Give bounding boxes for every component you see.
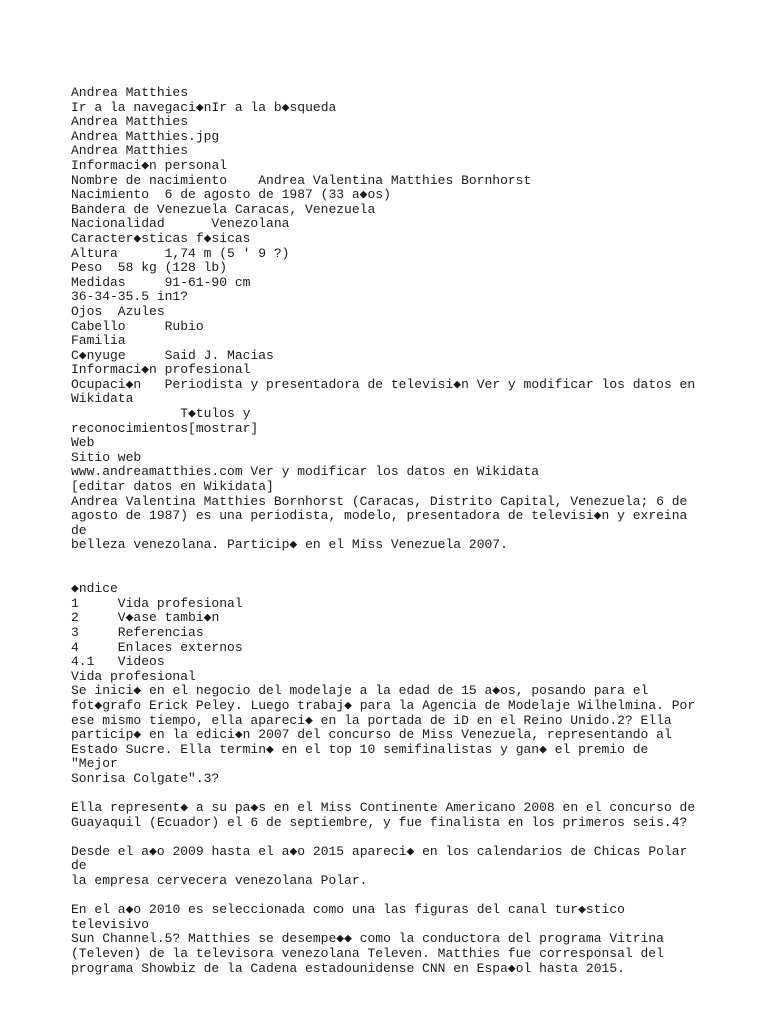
text-line: Informaci◆n personal bbox=[71, 157, 228, 173]
text-line: ◆ndice bbox=[71, 581, 118, 597]
text-line: Caracter◆sticas f◆sicas bbox=[71, 230, 251, 246]
text-line: Andrea Matthies bbox=[71, 143, 189, 159]
text-line: ese mismo tiempo, ella apareci◆ en la portada de iD en el Reino Unido.2? Ella bbox=[71, 712, 672, 728]
text-line: Sonrisa Colgate".3? bbox=[71, 770, 220, 786]
text-line: Sitio web bbox=[71, 449, 142, 465]
text-line: Vida profesional bbox=[71, 668, 196, 684]
text-line: Bandera de Venezuela Caracas, Venezuela bbox=[71, 201, 376, 217]
text-line: Nacimiento 6 de agosto de 1987 (33 a◆os) bbox=[71, 187, 391, 203]
text-line: Web bbox=[71, 435, 95, 451]
text-line: 3 Referencias bbox=[71, 624, 204, 640]
text-line: la empresa cervecera venezolana Polar. bbox=[71, 873, 368, 889]
text-line: Cabello Rubio bbox=[71, 318, 204, 334]
text-line: www.andreamatthies.com Ver y modificar los datos en Wikidata bbox=[71, 464, 540, 480]
text-line: particip◆ en la edici◆n 2007 del concurso de Miss Venezuela, representando al bbox=[71, 727, 672, 743]
text-line: (Televen) de la televisora venezolana Televen. Matthies fue corresponsal del bbox=[71, 946, 664, 962]
text-line: 2 V◆ase tambi◆n bbox=[71, 610, 220, 626]
text-line bbox=[71, 830, 701, 845]
document-page bbox=[71, 86, 701, 976]
text-line: Sun Channel.5? Matthies se desempe◆◆ como la conductora del programa Vitrina bbox=[71, 931, 664, 947]
text-line: programa Showbiz de la Cadena estadounidense CNN en Espa◆ol hasta 2015. bbox=[71, 960, 625, 976]
text-line: Andrea Matthies.jpg bbox=[71, 128, 220, 144]
text-line: Nacionalidad Venezolana bbox=[71, 216, 290, 232]
text-line: Ella represent◆ a su pa◆s en el Miss Continente Americano 2008 en el concurso de bbox=[71, 800, 696, 816]
text-line: Altura 1,74 m (5 ' 9 ?) bbox=[71, 245, 290, 261]
text-line: Desde el a◆o 2009 hasta el a◆o 2015 apareci◆ en los calendarios de Chicas Polar de bbox=[71, 843, 696, 874]
text-line: 1 Vida profesional bbox=[71, 595, 243, 611]
text-line: Ocupaci◆n Periodista y presentadora de televisi◆n Ver y modificar los datos en bbox=[71, 376, 696, 392]
text-line: C◆nyuge Said J. Macias bbox=[71, 347, 274, 363]
text-line: Guayaquil (Ecuador) el 6 de septiembre, y fue finalista en los primeros seis.4? bbox=[71, 814, 688, 830]
text-line: T◆tulos y bbox=[71, 406, 251, 422]
text-line: En el a◆o 2010 es seleccionada como una las figuras del canal tur◆stico televisivo bbox=[71, 902, 633, 932]
text-line: 4.1 Videos bbox=[71, 654, 165, 670]
text-line: agosto de 1987) es una periodista, modelo, presentadora de televisi◆n y exreina de bbox=[71, 508, 696, 538]
text-line bbox=[71, 568, 701, 583]
text-line: Ojos Azules bbox=[71, 303, 165, 319]
text-line: reconocimientos[mostrar] bbox=[71, 420, 259, 436]
text-line: Andrea Matthies bbox=[71, 85, 189, 100]
text-line: Estado Sucre. Ella termin◆ en el top 10 semifinalistas y gan◆ el premio de "Mejor bbox=[71, 741, 657, 772]
text-line bbox=[71, 787, 701, 802]
text-line: Peso 58 kg (128 lb) bbox=[71, 260, 228, 276]
text-line: Andrea Matthies bbox=[71, 114, 189, 130]
text-line: Informaci◆n profesional bbox=[71, 362, 251, 378]
text-line: 4 Enlaces externos bbox=[71, 639, 243, 655]
text-line: 36-34-35.5 in1? bbox=[71, 289, 189, 305]
text-line: Medidas 91-61-90 cm bbox=[71, 274, 251, 290]
text-line: Se inici◆ en el negocio del modelaje a la edad de 15 a◆os, posando para el bbox=[71, 683, 649, 699]
text-line bbox=[71, 889, 701, 904]
text-line: [editar datos en Wikidata] bbox=[71, 479, 274, 495]
text-line: fot◆grafo Erick Peley. Luego trabaj◆ para la Agencia de Modelaje Wilhelmina. Por bbox=[71, 697, 696, 713]
text-line: Ir a la navegaci◆nIr a la b◆squeda bbox=[71, 99, 337, 115]
text-line bbox=[71, 553, 701, 568]
text-line: Wikidata bbox=[71, 391, 134, 407]
text-line: belleza venezolana. Particip◆ en el Miss Venezuela 2007. bbox=[71, 537, 508, 553]
text-line: Nombre de nacimiento Andrea Valentina Matthies Bornhorst bbox=[71, 172, 532, 188]
text-line: Familia bbox=[71, 333, 126, 349]
text-line: Andrea Valentina Matthies Bornhorst (Caracas, Distrito Capital, Venezuela; 6 de bbox=[71, 493, 688, 509]
